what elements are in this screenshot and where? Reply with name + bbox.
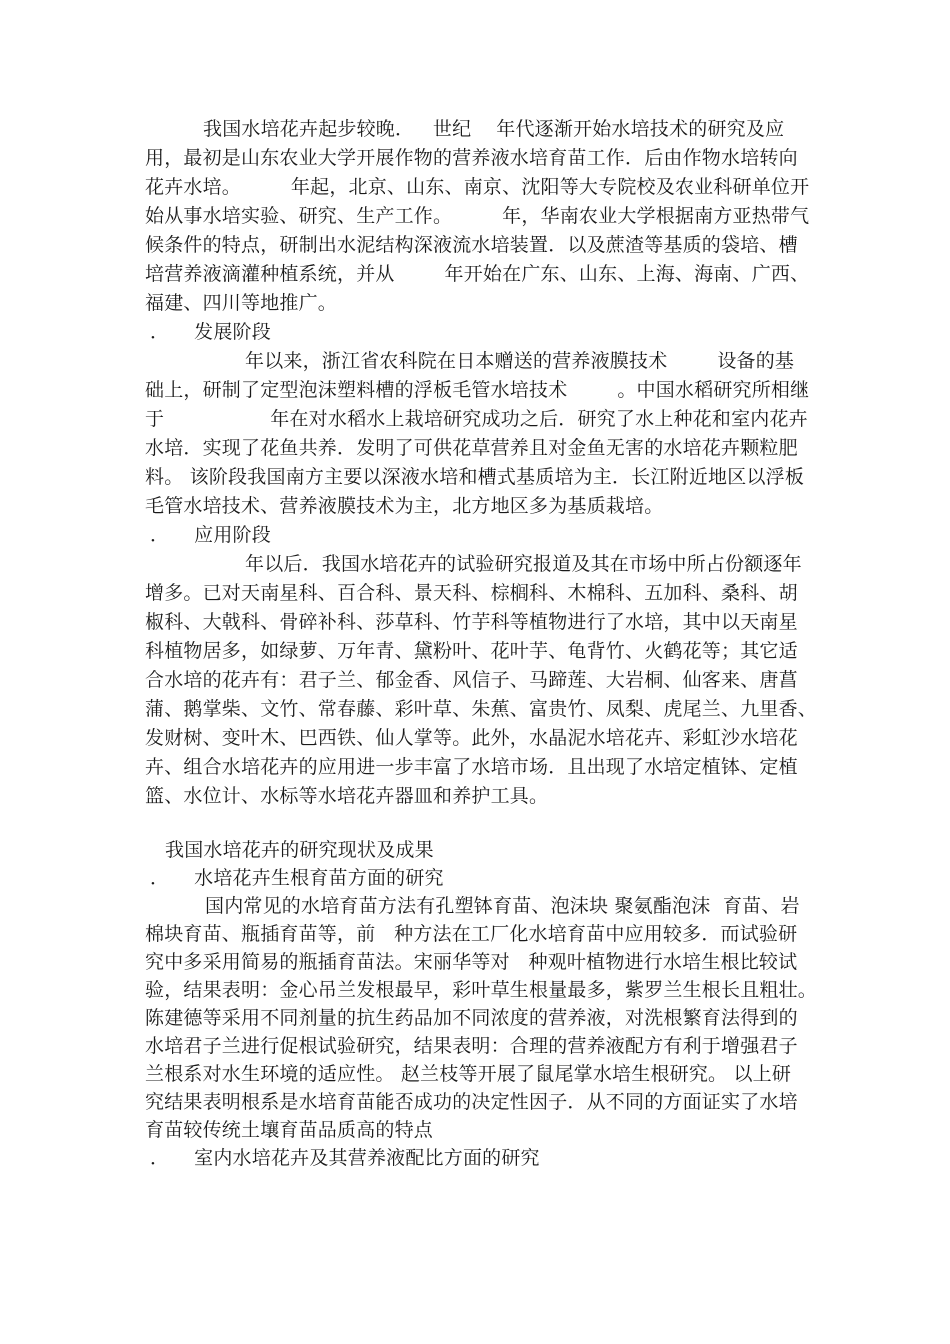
paragraph-line: 料。 该阶段我国南方主要以深液水培和槽式基质培为主．长江附近地区以浮板	[145, 466, 805, 488]
paragraph-line: 水培君子兰进行促根试验研究，结果表明：合理的营养液配方有利于增强君子	[145, 1035, 798, 1057]
section-heading: ． 发展阶段	[150, 321, 271, 343]
section-heading: ． 应用阶段	[150, 524, 271, 546]
section-heading: ． 室内水培花卉及其营养液配比方面的研究	[150, 1147, 540, 1169]
paragraph-line: 陈建德等采用不同剂量的抗生药品加不同浓度的营养液，对洗根繁育法得到的	[145, 1007, 798, 1029]
paragraph-line: 花卉水培。 年起，北京、山东、南京、沈阳等大专院校及农业科研单位开	[145, 176, 810, 198]
paragraph-line: 增多。已对天南星科、百合科、景天科、棕榈科、木棉科、五加科、桑科、胡	[145, 582, 798, 604]
paragraph-line: 水培．实现了花鱼共养．发明了可供花草营养且对金鱼无害的水培花卉颗粒肥	[145, 437, 798, 459]
paragraph-line: 础上，研制了定型泡沫塑料槽的浮板毛管水培技术 。中国水稻研究所相继	[145, 379, 810, 401]
paragraph-line: 候条件的特点，研制出水泥结构深液流水培装置．以及蔗渣等基质的袋培、槽	[145, 234, 798, 256]
section-heading: ． 水培花卉生根育苗方面的研究	[150, 867, 444, 889]
paragraph-line: 年以后．我国水培花卉的试验研究报道及其在市场中所占份额逐年	[245, 553, 802, 575]
paragraph-line: 于 年在对水稻水上栽培研究成功之后．研究了水上种花和室内花卉	[145, 408, 808, 430]
paragraph-line: 兰根系对水生环境的适应性。 赵兰枝等开展了鼠尾掌水培生根研究。 以上研	[145, 1063, 792, 1085]
paragraph-line: 育苗较传统土壤育苗品质高的特点	[145, 1119, 434, 1141]
paragraph-line: 福建、四川等地推广。	[145, 292, 338, 314]
paragraph-line: 蒲、鹅掌柴、文竹、常春藤、彩叶草、朱蕉、富贵竹、凤梨、虎尾兰、九里香、	[145, 698, 818, 720]
paragraph-line: 卉、组合水培花卉的应用进一步丰富了水培市场．且出现了水培定植钵、定植	[145, 756, 798, 778]
paragraph-line: 毛管水培技术、营养液膜技术为主，北方地区多为基质栽培。	[145, 495, 664, 517]
paragraph-line: 棉块育苗、瓶插育苗等，前 种方法在工厂化水培育苗中应用较多．而试验研	[145, 923, 798, 945]
paragraph-line: 合水培的花卉有：君子兰、郁金香、风信子、马蹄莲、大岩桐、仙客来、唐菖	[145, 669, 798, 691]
paragraph-line: 验，结果表明：金心吊兰发根最早，彩叶草生根量最多，紫罗兰生根长且粗壮。	[145, 979, 818, 1001]
paragraph-line: 我国水培花卉起步较晚． 世纪 年代逐渐开始水培技术的研究及应	[203, 118, 785, 140]
chapter-heading: 我国水培花卉的研究现状及成果	[165, 839, 434, 861]
paragraph-line: 年以来，浙江省农科院在日本赠送的营养液膜技术 设备的基	[245, 350, 795, 372]
paragraph-line: 培营养液滴灌种植系统，并从 年开始在广东、山东、上海、海南、广西、	[145, 263, 810, 285]
paragraph-line: 发财树、变叶木、巴西铁、仙人掌等。此外，水晶泥水培花卉、彩虹沙水培花	[145, 727, 798, 749]
paragraph-line: 始从事水培实验、研究、生产工作。 年，华南农业大学根据南方亚热带气	[145, 205, 810, 227]
paragraph-line: 国内常见的水培育苗方法有孔塑钵育苗、泡沫块 聚氨酯泡沫 育苗、岩	[205, 895, 800, 917]
paragraph-line: 科植物居多，如绿萝、万年青、黛粉叶、花叶芋、龟背竹、火鹤花等；其它适	[145, 640, 798, 662]
paragraph-line: 椒科、大戟科、骨碎补科、莎草科、竹芋科等植物进行了水培，其中以天南星	[145, 611, 798, 633]
paragraph-line: 究中多采用简易的瓶插育苗法。宋丽华等对 种观叶植物进行水培生根比较试	[145, 951, 798, 973]
paragraph-line: 篮、水位计、水标等水培花卉器皿和养护工具。	[145, 785, 549, 807]
paragraph-line: 用，最初是山东农业大学开展作物的营养液水培育苗工作．后由作物水培转向	[145, 147, 798, 169]
paragraph-line: 究结果表明根系是水培育苗能否成功的决定性因子．从不同的方面证实了水培	[145, 1091, 798, 1113]
